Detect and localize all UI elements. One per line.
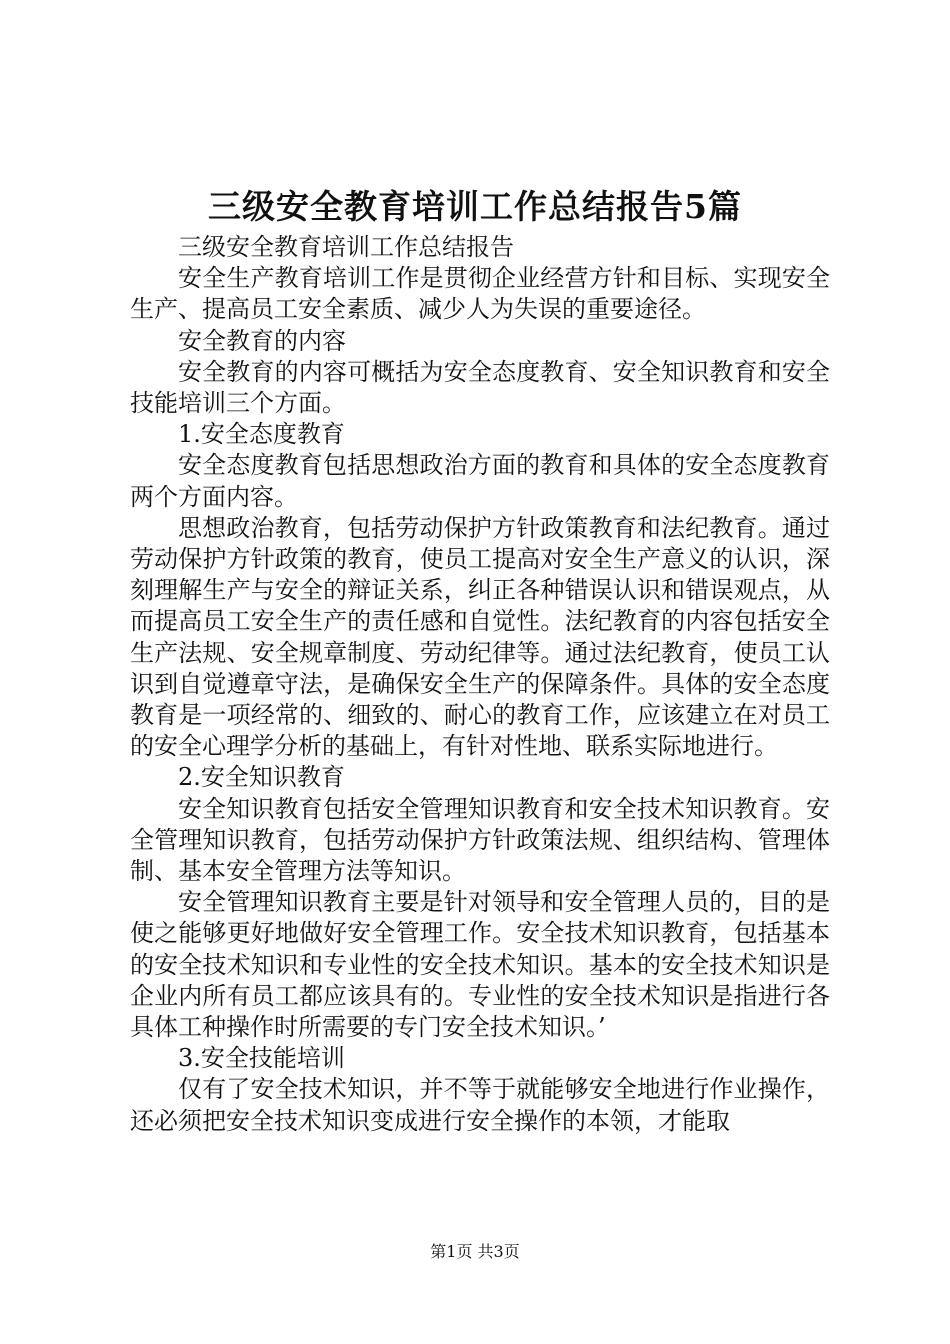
document-title: 三级安全教育培训工作总结报告5篇 — [208, 187, 742, 226]
page-number-footer: 第1页 共3页 — [430, 1242, 520, 1261]
paragraph: 仅有了安全技术知识，并不等于就能够安全地进行作业操作，还必须把安全技术知识变成进行安全操作的本领，才能取 — [130, 1075, 830, 1135]
section-heading: 2.安全知识教育 — [178, 763, 345, 792]
paragraph: 安全教育的内容可概括为安全态度教育、安全知识教育和安全技能培训三个方面。 — [130, 357, 830, 418]
section-heading: 1.安全态度教育 — [178, 420, 345, 449]
document-body — [130, 232, 830, 1137]
paragraph: 思想政治教育，包括劳动保护方针政策教育和法纪教育。通过劳动保护方针政策的教育，使员工提高对安全生产意义的认识，深刻理解生产与安全的辩证关系，纠正各种错误认识和错误观点，从而提高员工安全生产的责任感和自觉性。法纪教育的内容包括安全生产法规、安全规章制度、劳动纪律等。通过法纪教育，使员工认识到自觉遵章守法，是确保安全生产的保障条件。具体的安全态度教育是一项经常的、细致的、耐心的教育工作，应该建立在对员工的安全心理学分析的基础上，有针对性地、联系实际地进行。 — [130, 513, 830, 761]
section-heading: 安全教育的内容 — [178, 326, 346, 355]
paragraph: 安全知识教育包括安全管理知识教育和安全技术知识教育。安全管理知识教育，包括劳动保护方针政策法规、组织结构、管理体制、基本安全管理方法等知识。 — [130, 794, 830, 886]
paragraph: 安全态度教育包括思想政治方面的教育和具体的安全态度教育两个方面内容。 — [130, 451, 830, 511]
paragraph-subtitle: 三级安全教育培训工作总结报告 — [178, 233, 514, 261]
section-heading: 3.安全技能培训 — [178, 1044, 345, 1073]
paragraph: 安全生产教育培训工作是贯彻企业经营方针和目标、实现安全生产、提高员工安全素质、减少人为失误的重要途径。 — [130, 264, 830, 324]
paragraph: 安全管理知识教育主要是针对领导和安全管理人员的，目的是使之能够更好地做好安全管理工作。安全技术知识教育，包括基本的安全技术知识和专业性的安全技术知识。基本的安全技术知识是企业内所有员工都应该具有的。专业性的安全技术知识是指进行各具体工种操作时所需要的专门安全技术知识。’ — [130, 888, 830, 1042]
